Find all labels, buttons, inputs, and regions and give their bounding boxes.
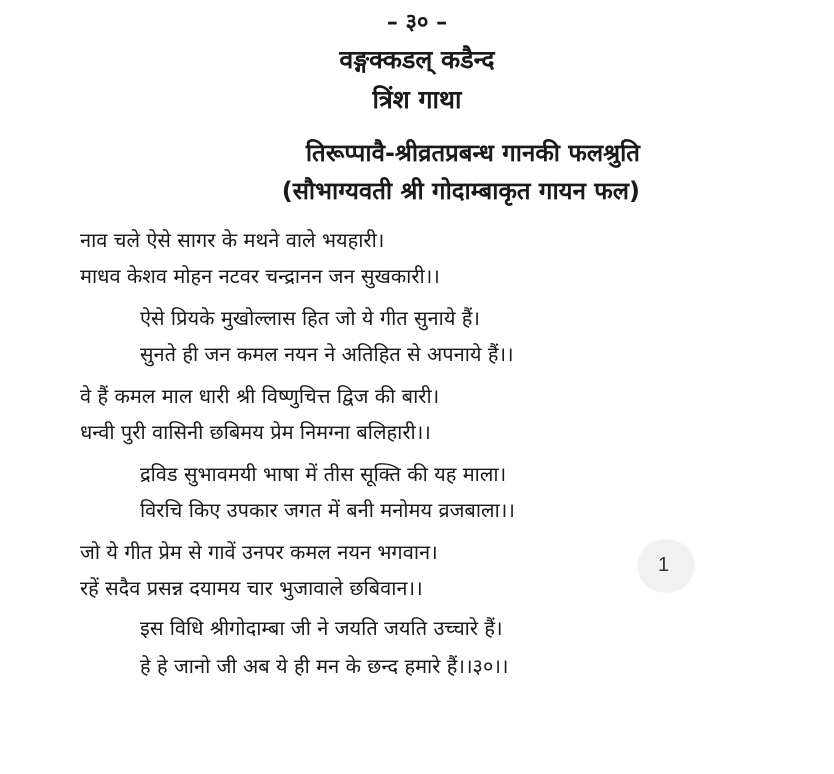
page-number: – ३० –	[386, 10, 448, 35]
verse-line: रहें सदैव प्रसन्न दयामय चार भुजावाले छबिवान।।	[80, 576, 423, 600]
page-title: वङ्गक्कडल् कडैन्द	[339, 45, 495, 74]
verse-line: जो ये गीत प्रेम से गावें उनपर कमल नयन भगवान।	[80, 540, 438, 564]
verse-line: वे हैं कमल माल धारी श्री विष्णुचित्त द्विज की बारी।	[80, 384, 440, 408]
section-heading: तिरूप्पावै-श्रीव्रतप्रबन्ध गानकी फलश्रुति	[305, 139, 640, 167]
page-subtitle: त्रिंश गाथा	[372, 85, 462, 114]
verse-line: विरचि किए उपकार जगत में बनी मनोमय व्रजबाला।।	[140, 498, 515, 522]
page-tab-button[interactable]	[638, 540, 694, 592]
verse-line: इस विधि श्रीगोदाम्बा जी ने जयति जयति उच्चारे हैं।	[140, 616, 503, 640]
verse-line: धन्वी पुरी वासिनी छबिमय प्रेम निमग्ना बलिहारी।।	[80, 420, 431, 444]
verse-line: माधव केशव मोहन नटवर चन्द्रानन जन सुखकारी।।	[80, 264, 440, 288]
verse-line: नाव चले ऐसे सागर के मथने वाले भयहारी।	[80, 228, 385, 252]
verse-line: सुनते ही जन कमल नयन ने अतिहित से अपनाये हैं।।	[140, 342, 514, 366]
verse-line: ऐसे प्रियके मुखोल्लास हित जो ये गीत सुनाये हैं।	[140, 306, 480, 330]
verse-line: द्रविड सुभावमयी भाषा में तीस सूक्ति की यह माला।	[140, 462, 507, 486]
page-tab-label: 1	[658, 554, 670, 576]
section-subheading: (सौभाग्यवती श्री गोदाम्बाकृत गायन फल)	[281, 177, 640, 205]
verse-line: हे हे जानो जी अब ये ही मन के छन्द हमारे हैं।।३०।।	[140, 654, 509, 678]
